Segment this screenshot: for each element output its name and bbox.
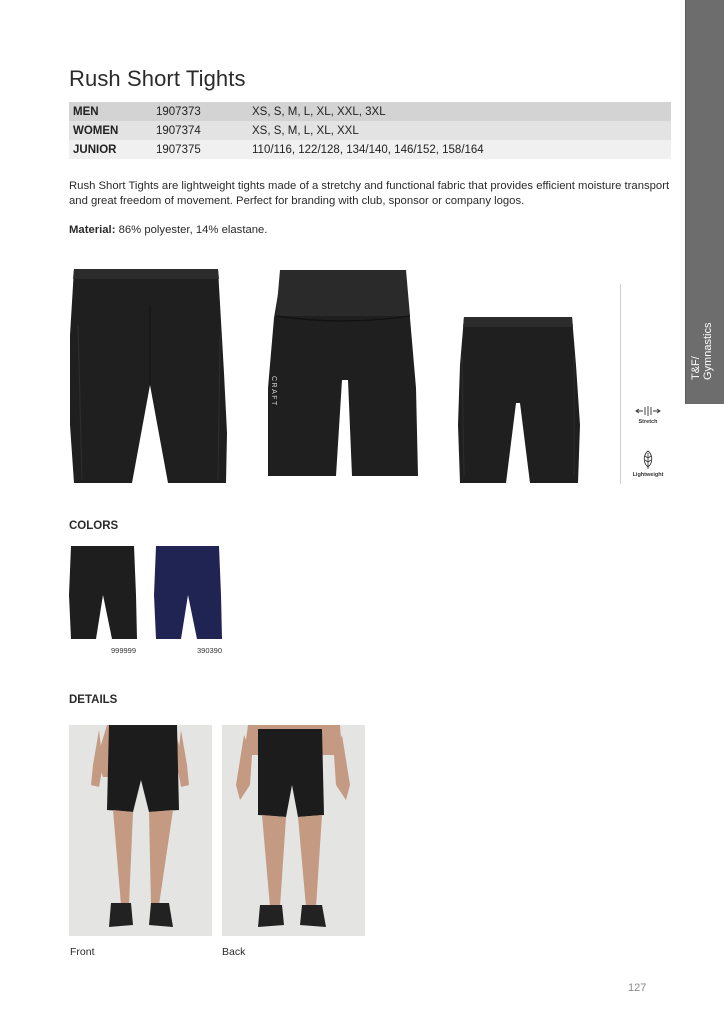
brand-print: CRAFT [270,376,277,407]
size-category: WOMEN [69,121,156,140]
size-list: XS, S, M, L, XL, XXL [252,121,671,140]
detail-photo-front [69,725,212,936]
detail-photo-back [222,725,365,936]
product-image-men-tights [68,265,230,487]
feature-label: Stretch [638,419,658,425]
product-image-women-tights [264,268,424,484]
details-heading: DETAILS [69,694,118,706]
size-row-women [69,121,671,140]
product-description: Rush Short Tights are lightweight tights made of a stretchy and functional fabric that provides efficient moisture transport and great freedom of movement. Perfect for branding with club, sponsor or company logos. [69,180,670,207]
article-number: 1907374 [156,121,252,140]
colors-heading: COLORS [69,520,119,532]
category-side-tab [685,0,724,404]
size-row-men [69,102,671,121]
article-number: 1907375 [156,140,252,159]
detail-caption-front: Front [70,946,95,958]
page-number: 127 [628,982,647,994]
stretch-icon [635,405,661,417]
category-side-tab-label: T&F/ Gymnastics [690,322,714,380]
material-line [69,224,267,236]
color-code: 999999 [111,646,137,655]
size-list: 110/116, 122/128, 134/140, 146/152, 158/164 [252,140,671,159]
size-category: MEN [69,102,156,121]
feature-label: Lightweight [632,472,664,478]
size-row-junior [69,140,671,159]
feature-lightweight [623,450,673,478]
color-code: 390390 [197,646,223,655]
color-swatch-black [68,545,138,641]
detail-caption-back: Back [222,946,246,958]
size-list: XS, S, M, L, XL, XXL, 3XL [252,102,671,121]
size-table [69,102,671,159]
feature-stretch [623,405,673,425]
color-swatch-navy [153,545,223,641]
material-label: Material: [69,224,116,236]
material-value: 86% polyester, 14% elastane. [118,224,268,236]
article-number: 1907373 [156,102,252,121]
product-image-junior-tights [456,315,582,487]
feature-divider [620,284,621,484]
size-category: JUNIOR [69,140,156,159]
feather-icon [641,450,655,470]
product-title: Rush Short Tights [69,66,246,91]
